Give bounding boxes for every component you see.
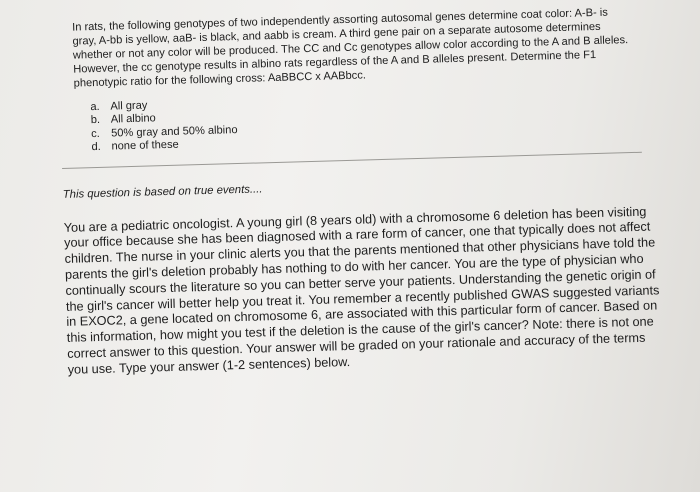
option-text: All gray [110,99,148,113]
answer-options [90,85,651,155]
option-letter: d. [91,140,101,154]
option-text: 50% gray and 50% albino [110,123,238,140]
section-divider [62,151,642,168]
question-2-intro: This question is based on true events.... [62,182,263,201]
page-content [58,6,658,379]
option-text: All albino [110,112,156,126]
option-letter: a. [90,100,100,113]
question-1-stem: In rats, the following genotypes of two independently assorting autosomal genes determine coat color: A-B- is gray, A-bb is yellow, aaB- is black, and aabb is cream. A third gene pair on a separate autosome determines whether or not any color will be produced. The CC and Cc genotypes allow color according to the A and B alleles. However, the cc genotype results in albino rats regardless of the A and B alleles present. Determine the F1 phenotypic ratio for the following cross: AaBBCC x AABbcc. [71,6,629,90]
option-text: none of these [111,138,179,153]
option-letter: b. [90,113,101,127]
question-2-body: You are a pediatric oncologist. A young girl (8 years old) with a chromosome 6 deletion has been visiting your office because she has been diagnosed with a rare form of cancer, one that typically does not affect children. The nurse in your clinic alerts you that the parents mentioned that other physicians have told the parents the girl's deletion probably has nothing to do with her cancer. You are the type of physician who continually scours the literature so you can better serve your patients. Understanding the genetic origin of the girl's cancer will better help you treat it. You remember a recently published GWAS suggested variants in EXOC2, a gene located on chromosome 6, are associated with this particular form of cancer. Based on this information, how might you test if the deletion is the cause of the girl's cancer? Note: there is not one correct answer to this question. Your answer will be graded on your rationale and accuracy of the terms you use. Type your answer (1-2 sentences) below. [63,204,660,377]
option-letter: c. [90,127,100,140]
